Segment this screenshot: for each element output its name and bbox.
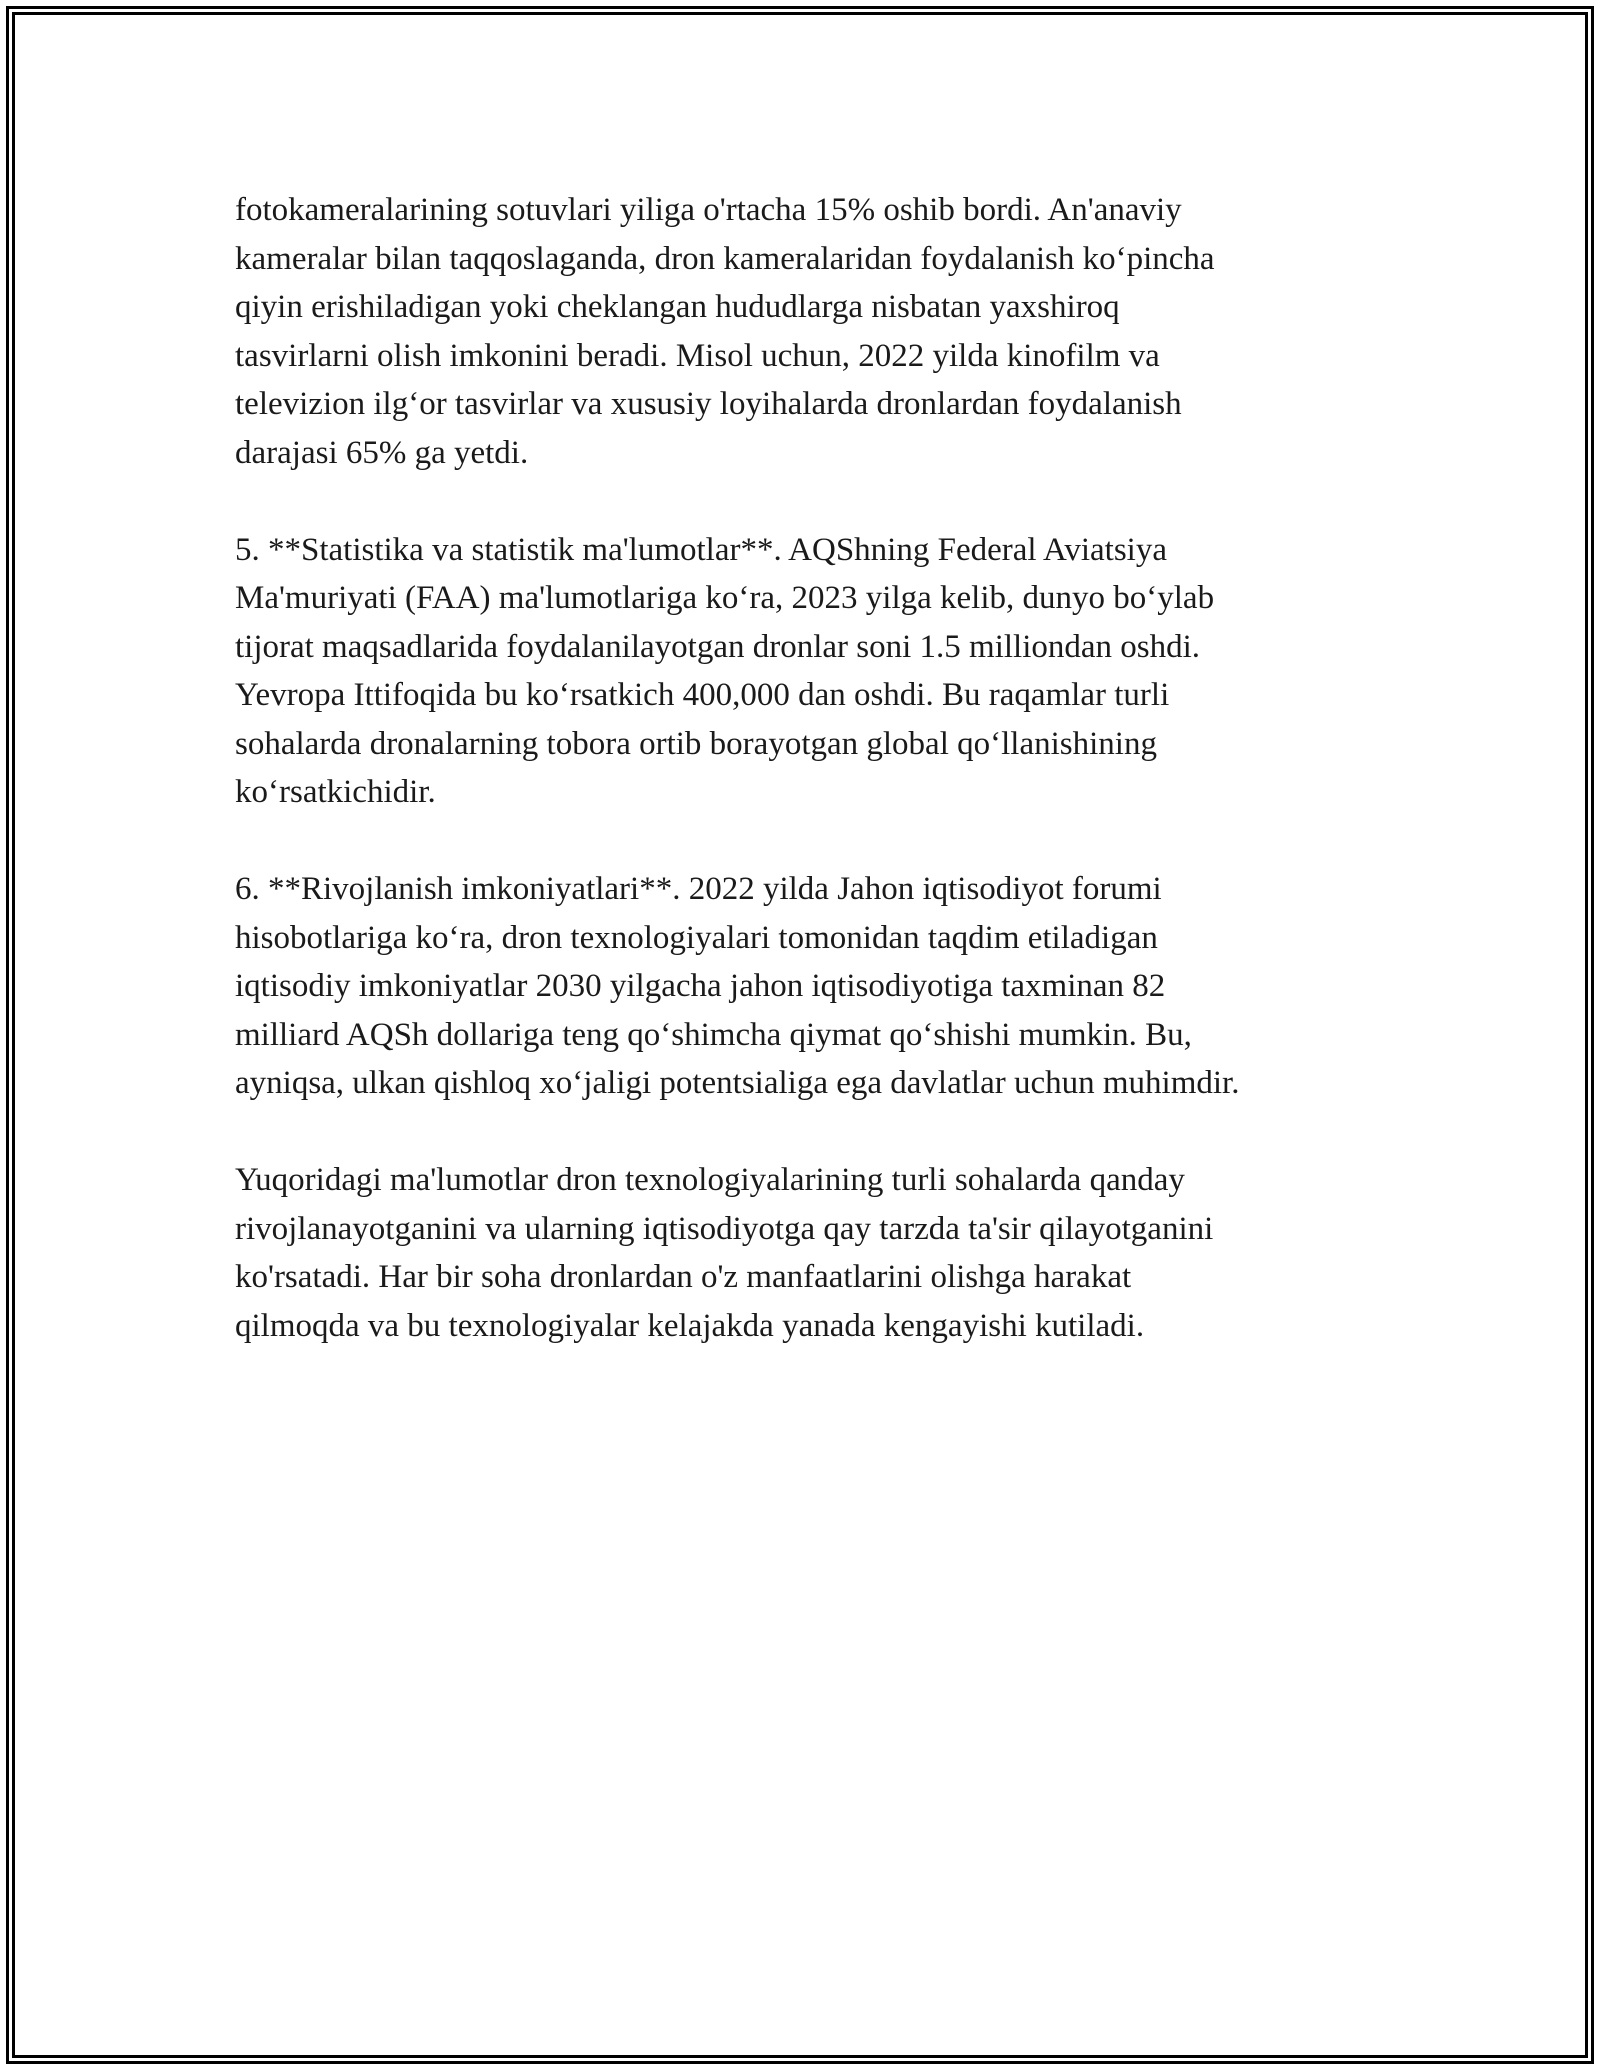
text-line: ayniqsa, ulkan qishloq xo‘jaligi potentsialiga ega davlatlar uchun muhimdir. [235,1065,1240,1101]
paragraph-development-opportunities [235,865,1365,1108]
text-line: televizion ilg‘or tasvirlar va xususiy loyihalarda dronlardan foydalanish [235,386,1182,422]
text-line: Yuqoridagi ma'lumotlar dron texnologiyalarining turli sohalarda qanday [235,1162,1185,1198]
text-line: sohalarda dronalarning tobora ortib borayotgan global qo‘llanishining [235,725,1157,762]
text-line: rivojlanayotganini va ularning iqtisodiyotga qay tarzda ta'sir qilayotganini [235,1210,1214,1247]
paragraph-statistics [235,526,1365,817]
text-line: qiyin erishiladigan yoki cheklangan hududlarga nisbatan yaxshiroq [235,289,1120,325]
text-line: ko‘rsatkichidir. [235,774,436,810]
text-line: hisobotlariga ko‘ra, dron texnologiyalari tomonidan taqdim etiladigan [235,919,1158,956]
text-line: 6. **Rivojlanish imkoniyatlari**. 2022 yilda Jahon iqtisodiyot forumi [235,871,1162,907]
text-line: Ma'muriyati (FAA) ma'lumotlariga ko‘ra, 2023 yilga kelib, dunyo bo‘ylab [235,580,1215,616]
text-line: tijorat maqsadlarida foydalanilayotgan dronlar soni 1.5 milliondan oshdi. [235,628,1201,665]
text-line: 5. **Statistika va statistik ma'lumotlar**. AQShning Federal Aviatsiya [235,531,1167,568]
paragraph-conclusion [235,1156,1365,1350]
text-line: darajasi 65% ga yetdi. [235,434,529,471]
paragraph-drone-cameras [235,186,1365,477]
text-line: iqtisodiy imkoniyatlar 2030 yilgacha jahon iqtisodiyotiga taxminan 82 [235,968,1166,1004]
text-line: kameralar bilan taqqoslaganda, dron kameralaridan foydalanish ko‘pincha [235,240,1215,277]
text-line: milliard AQSh dollariga teng qo‘shimcha qiymat qo‘shishi mumkin. Bu, [235,1016,1192,1053]
text-line: tasvirlarni olish imkonini beradi. Misol uchun, 2022 yilda kinofilm va [235,337,1160,374]
text-line: qilmoqda va bu texnologiyalar kelajakda yanada kengayishi kutiladi. [235,1307,1145,1344]
text-line: ko'rsatadi. Har bir soha dronlardan o'z manfaatlarini olishga harakat [235,1259,1132,1295]
text-line: Yevropa Ittifoqida bu ko‘rsatkich 400,000 dan oshdi. Bu raqamlar turli [235,677,1170,713]
document-body [235,186,1365,1399]
text-line: fotokameralarining sotuvlari yiliga o'rtacha 15% oshib bordi. An'anaviy [235,192,1182,228]
